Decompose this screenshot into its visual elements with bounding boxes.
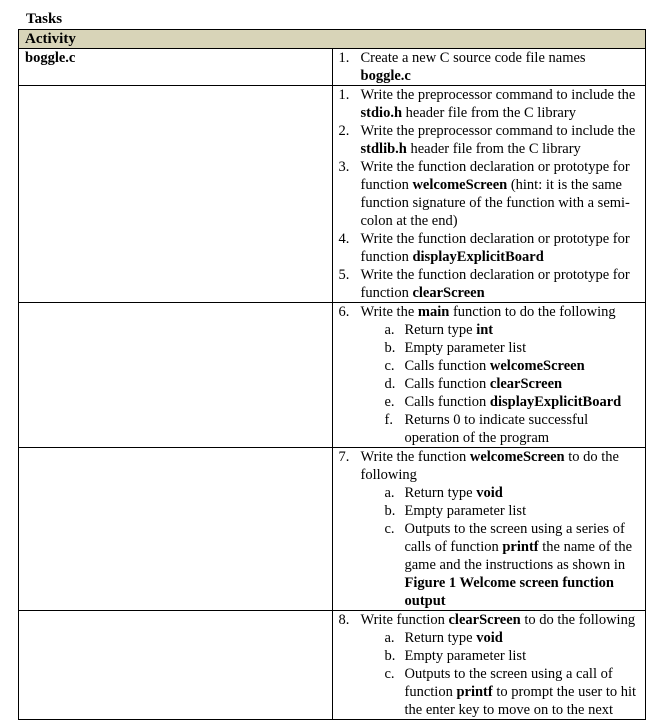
sub-item: f. Returns 0 to indicate successful operation of the program [384,412,589,446]
list-item: 5. Write the function declaration or prototype for function clearScreen [338,267,630,301]
list-item: 6. Write the main function to do the following [338,304,616,320]
table-header-row [19,30,646,49]
sub-item: c. Outputs to the screen using a call of function printf to prompt the user to hit the enter key to move on to the next [384,666,637,718]
list-item: 1. Write the preprocessor command to include the stdio.h header file from the C library [338,87,636,121]
sub-item: a. Return type void [384,630,503,646]
list-item: 2. Write the preprocessor command to include the stdlib.h header file from the C library [338,123,636,157]
table-row [19,49,646,86]
file-label: boggle.c [19,49,333,86]
list-item: 1. Create a new C source code file names boggle.c [338,50,586,84]
row4-cell [332,448,646,611]
list-item: 4. Write the function declaration or prototype for function displayExplicitBoard [338,231,630,265]
sub-item: b. Empty parameter list [384,340,527,356]
row2-cell [332,86,646,303]
table-row [19,611,646,720]
list-item: 7. Write the function welcomeScreen to do the following [338,449,619,483]
table-row [19,303,646,448]
table-row [19,86,646,303]
row3-cell [332,303,646,448]
activity-header: Activity [19,30,646,49]
sub-item: b. Empty parameter list [384,503,527,519]
row1-cell [332,49,646,86]
sub-item: e. Calls function displayExplicitBoard [384,394,622,410]
sub-item: c. Calls function welcomeScreen [384,358,585,374]
list-item: 8. Write function clearScreen to do the following [338,612,636,628]
row5-cell [332,611,646,720]
sub-item: b. Empty parameter list [384,648,527,664]
tasks-table [18,29,646,720]
sub-item: a. Return type void [384,485,503,501]
sub-item: a. Return type int [384,322,494,338]
sub-item: c. Outputs to the screen using a series of calls of function printf the name of the game and the instructions as shown in Figure 1 Welcome screen function output [384,521,633,609]
table-row [19,448,646,611]
page-title: Tasks [26,11,63,27]
list-item: 3. Write the function declaration or prototype for function welcomeScreen (hint: it is the same function signature of the function with a semi-colon at the end) [338,159,630,229]
sub-item: d. Calls function clearScreen [384,376,563,392]
